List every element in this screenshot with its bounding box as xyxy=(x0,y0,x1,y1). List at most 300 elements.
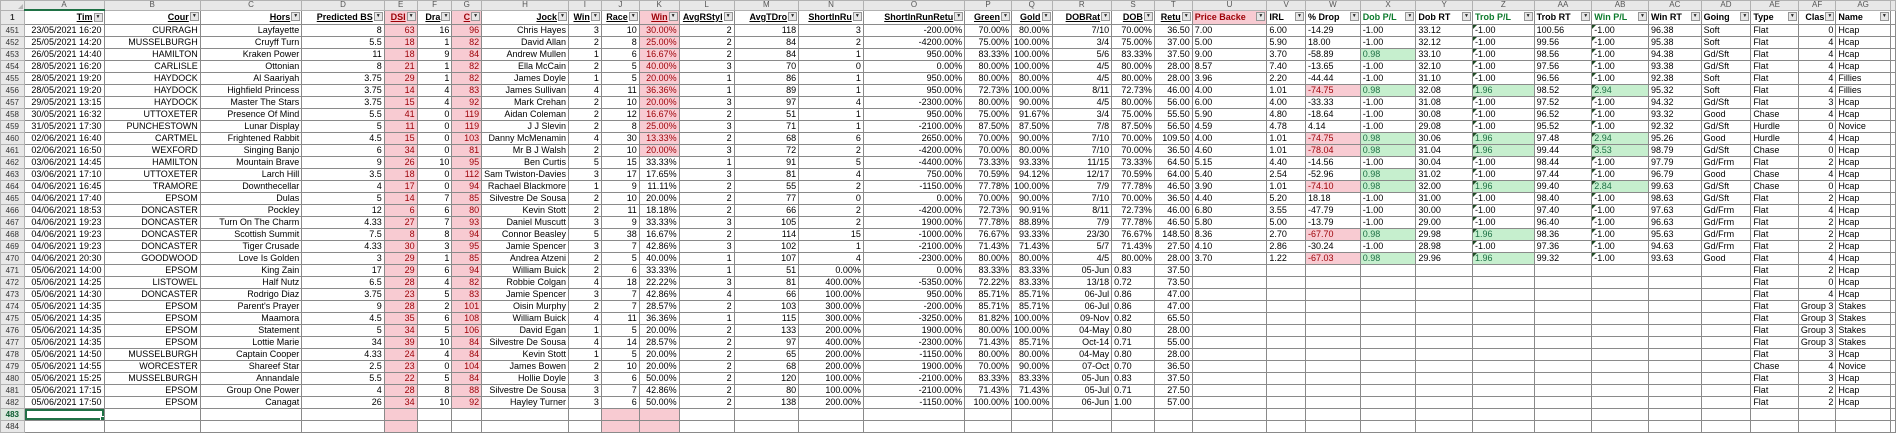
cell-AB484[interactable] xyxy=(1592,421,1649,433)
filter-button-M[interactable]: ▼ xyxy=(788,12,797,21)
cell-D463[interactable]: 3.5 xyxy=(302,169,385,181)
cell-P454[interactable]: 80.00% xyxy=(965,61,1012,73)
cell-U452[interactable]: 5.00 xyxy=(1192,37,1267,49)
cell-W459[interactable]: 4.14 xyxy=(1306,121,1361,133)
cell-X465[interactable]: -1.00 xyxy=(1360,193,1416,205)
cell-Z478[interactable] xyxy=(1473,349,1535,361)
cell-S454[interactable]: 80.00% xyxy=(1112,61,1155,73)
column-header-AC[interactable]: AC xyxy=(1648,1,1701,11)
cell-C466[interactable]: Pockley xyxy=(200,205,301,217)
cell-Z480[interactable] xyxy=(1473,373,1535,385)
cell-H473[interactable]: Jamie Spencer xyxy=(482,289,569,301)
cell-K455[interactable]: 20.00% xyxy=(639,73,679,85)
cell-F458[interactable]: 0 xyxy=(417,109,452,121)
cell-F471[interactable]: 6 xyxy=(417,265,452,277)
cell-P476[interactable]: 80.00% xyxy=(965,325,1012,337)
cell-AG483[interactable] xyxy=(1836,409,1890,421)
cell-Y457[interactable]: 31.08 xyxy=(1416,97,1473,109)
cell-S452[interactable]: 75.00% xyxy=(1112,37,1155,49)
cell-AB473[interactable] xyxy=(1592,289,1649,301)
cell-V483[interactable] xyxy=(1267,409,1306,421)
row-header-455[interactable]: 455 xyxy=(1,73,25,85)
cell-H455[interactable]: James Doyle xyxy=(482,73,569,85)
cell-D466[interactable]: 12 xyxy=(302,205,385,217)
cell-U470[interactable]: 3.70 xyxy=(1192,253,1267,265)
cell-AB462[interactable]: -1.00 xyxy=(1592,157,1649,169)
cell-AB479[interactable] xyxy=(1592,361,1649,373)
cell-Q455[interactable]: 80.00% xyxy=(1011,73,1052,85)
cell-AB474[interactable] xyxy=(1592,301,1649,313)
cell-T458[interactable]: 55.50 xyxy=(1154,109,1192,121)
cell-P469[interactable]: 71.43% xyxy=(965,241,1012,253)
cell-A464[interactable]: 04/06/2021 16:45 xyxy=(24,181,104,193)
cell-M474[interactable]: 103 xyxy=(734,301,799,313)
cell-G475[interactable]: 108 xyxy=(452,313,482,325)
cell-A460[interactable]: 02/06/2021 16:40 xyxy=(24,133,104,145)
cell-Q480[interactable]: 83.33% xyxy=(1011,373,1052,385)
cell-R474[interactable]: 06-Jul xyxy=(1052,301,1112,313)
cell-X477[interactable] xyxy=(1360,337,1416,349)
cell-U462[interactable]: 5.15 xyxy=(1192,157,1267,169)
cell-Q453[interactable]: 100.00% xyxy=(1011,49,1052,61)
cell-W455[interactable]: -44.44 xyxy=(1306,73,1361,85)
cell-AF456[interactable]: 4 xyxy=(1798,85,1836,97)
cell-O475[interactable]: -3250.00% xyxy=(863,313,964,325)
cell-E481[interactable]: 28 xyxy=(384,385,417,397)
cell-Q478[interactable]: 80.00% xyxy=(1011,349,1052,361)
select-all-corner[interactable] xyxy=(1,1,25,11)
cell-C478[interactable]: Captain Cooper xyxy=(200,349,301,361)
cell-M452[interactable]: 84 xyxy=(734,37,799,49)
cell-AA468[interactable]: 98.36 xyxy=(1534,229,1592,241)
cell-A461[interactable]: 02/06/2021 16:50 xyxy=(24,145,104,157)
cell-E479[interactable]: 23 xyxy=(384,361,417,373)
cell-W466[interactable]: -47.79 xyxy=(1306,205,1361,217)
cell-L479[interactable]: 2 xyxy=(679,361,734,373)
cell-O451[interactable]: -200.00% xyxy=(863,25,964,37)
cell-J463[interactable]: 17 xyxy=(601,169,639,181)
cell-AA481[interactable] xyxy=(1534,385,1592,397)
cell-V466[interactable]: 3.55 xyxy=(1267,205,1306,217)
cell-AF461[interactable]: 0 xyxy=(1798,145,1836,157)
cell-Y468[interactable]: 29.98 xyxy=(1416,229,1473,241)
column-header-Z[interactable]: Z xyxy=(1473,1,1535,11)
cell-AG451[interactable]: Hcap xyxy=(1836,25,1890,37)
cell-AE464[interactable]: Chase xyxy=(1751,181,1799,193)
cell-I463[interactable]: 3 xyxy=(568,169,601,181)
cell-X469[interactable]: -1.00 xyxy=(1360,241,1416,253)
cell-B461[interactable]: WEXFORD xyxy=(104,145,200,157)
cell-I481[interactable]: 3 xyxy=(568,385,601,397)
cell-AD483[interactable] xyxy=(1701,409,1751,421)
cell-Y463[interactable]: 31.02 xyxy=(1416,169,1473,181)
cell-D460[interactable]: 4.5 xyxy=(302,133,385,145)
cell-G451[interactable]: 96 xyxy=(452,25,482,37)
cell-D476[interactable]: 5 xyxy=(302,325,385,337)
cell-M454[interactable]: 70 xyxy=(734,61,799,73)
cell-X468[interactable]: 0.98 xyxy=(1360,229,1416,241)
cell-E465[interactable]: 14 xyxy=(384,193,417,205)
row-header-481[interactable]: 481 xyxy=(1,385,25,397)
cell-AB456[interactable]: 2.94 xyxy=(1592,85,1649,97)
cell-J464[interactable]: 9 xyxy=(601,181,639,193)
cell-Y460[interactable]: 30.06 xyxy=(1416,133,1473,145)
cell-AC482[interactable] xyxy=(1648,397,1701,409)
cell-L452[interactable]: 2 xyxy=(679,37,734,49)
cell-O456[interactable]: 950.00% xyxy=(863,85,964,97)
cell-H469[interactable]: Jamie Spencer xyxy=(482,241,569,253)
cell-Z459[interactable]: -1.00 xyxy=(1473,121,1535,133)
cell-AD468[interactable]: Gd/Frm xyxy=(1701,229,1751,241)
cell-B483[interactable] xyxy=(104,409,200,421)
cell-Y456[interactable]: 32.08 xyxy=(1416,85,1473,97)
cell-N455[interactable]: 1 xyxy=(799,73,864,85)
column-header-J[interactable]: J xyxy=(601,1,639,11)
cell-Q472[interactable]: 83.33% xyxy=(1011,277,1052,289)
cell-M471[interactable]: 51 xyxy=(734,265,799,277)
cell-AC452[interactable]: 95.38 xyxy=(1648,37,1701,49)
cell-P456[interactable]: 72.73% xyxy=(965,85,1012,97)
cell-T451[interactable]: 36.50 xyxy=(1154,25,1192,37)
cell-E455[interactable]: 29 xyxy=(384,73,417,85)
cell-P462[interactable]: 73.33% xyxy=(965,157,1012,169)
cell-U482[interactable] xyxy=(1192,397,1267,409)
cell-W478[interactable] xyxy=(1306,349,1361,361)
cell-W470[interactable]: -67.03 xyxy=(1306,253,1361,265)
cell-AC462[interactable]: 97.79 xyxy=(1648,157,1701,169)
cell-N474[interactable]: 300.00% xyxy=(799,301,864,313)
cell-C456[interactable]: Highfield Princess xyxy=(200,85,301,97)
cell-R484[interactable] xyxy=(1052,421,1112,433)
cell-E476[interactable]: 34 xyxy=(384,325,417,337)
cell-M465[interactable]: 77 xyxy=(734,193,799,205)
cell-AG482[interactable]: Hcap xyxy=(1836,397,1890,409)
cell-W482[interactable] xyxy=(1306,397,1361,409)
cell-D465[interactable]: 5 xyxy=(302,193,385,205)
cell-AE452[interactable]: Flat xyxy=(1751,37,1799,49)
cell-A474[interactable]: 05/06/2021 14:35 xyxy=(24,301,104,313)
cell-D480[interactable]: 5.5 xyxy=(302,373,385,385)
filter-button-U[interactable]: ▼ xyxy=(1256,12,1265,21)
cell-O484[interactable] xyxy=(863,421,964,433)
cell-R480[interactable]: 05-Jun xyxy=(1052,373,1112,385)
cell-N462[interactable]: 5 xyxy=(799,157,864,169)
column-header-A[interactable]: A xyxy=(24,1,104,11)
cell-Y474[interactable] xyxy=(1416,301,1473,313)
row-header-464[interactable]: 464 xyxy=(1,181,25,193)
row-header-460[interactable]: 460 xyxy=(1,133,25,145)
cell-O459[interactable]: -2100.00% xyxy=(863,121,964,133)
cell-AD482[interactable] xyxy=(1701,397,1751,409)
cell-C484[interactable] xyxy=(200,421,301,433)
cell-U483[interactable] xyxy=(1192,409,1267,421)
cell-A467[interactable]: 04/06/2021 19:23 xyxy=(24,217,104,229)
row-header-459[interactable]: 459 xyxy=(1,121,25,133)
cell-V480[interactable] xyxy=(1267,373,1306,385)
cell-L451[interactable]: 2 xyxy=(679,25,734,37)
cell-AA458[interactable]: 96.52 xyxy=(1534,109,1592,121)
cell-Z470[interactable]: 1.96 xyxy=(1473,253,1535,265)
cell-E452[interactable]: 18 xyxy=(384,37,417,49)
cell-AB454[interactable]: -1.00 xyxy=(1592,61,1649,73)
cell-L457[interactable]: 3 xyxy=(679,97,734,109)
cell-Z483[interactable] xyxy=(1473,409,1535,421)
cell-I482[interactable]: 3 xyxy=(568,397,601,409)
filter-button-J[interactable]: ▼ xyxy=(629,12,638,21)
cell-V459[interactable]: 4.78 xyxy=(1267,121,1306,133)
cell-Y471[interactable] xyxy=(1416,265,1473,277)
cell-AE453[interactable]: Flat xyxy=(1751,49,1799,61)
cell-AC467[interactable]: 96.63 xyxy=(1648,217,1701,229)
cell-M478[interactable]: 65 xyxy=(734,349,799,361)
filter-button-AD[interactable]: ▼ xyxy=(1740,12,1749,21)
cell-AD460[interactable]: Good xyxy=(1701,133,1751,145)
cell-N476[interactable]: 200.00% xyxy=(799,325,864,337)
cell-T463[interactable]: 64.00 xyxy=(1154,169,1192,181)
cell-D454[interactable]: 8 xyxy=(302,61,385,73)
cell-V481[interactable] xyxy=(1267,385,1306,397)
row-header-474[interactable]: 474 xyxy=(1,301,25,313)
cell-G474[interactable]: 101 xyxy=(452,301,482,313)
cell-G480[interactable]: 84 xyxy=(452,373,482,385)
cell-V462[interactable]: 4.40 xyxy=(1267,157,1306,169)
cell-U461[interactable]: 4.60 xyxy=(1192,145,1267,157)
cell-P453[interactable]: 83.33% xyxy=(965,49,1012,61)
cell-G455[interactable]: 82 xyxy=(452,73,482,85)
cell-AD480[interactable] xyxy=(1701,373,1751,385)
cell-H453[interactable]: Andrew Mullen xyxy=(482,49,569,61)
cell-R460[interactable]: 7/10 xyxy=(1052,133,1112,145)
cell-AF475[interactable]: Group 3 xyxy=(1798,313,1836,325)
cell-I475[interactable]: 4 xyxy=(568,313,601,325)
cell-L456[interactable]: 1 xyxy=(679,85,734,97)
cell-G469[interactable]: 95 xyxy=(452,241,482,253)
cell-Q471[interactable]: 83.33% xyxy=(1011,265,1052,277)
cell-AB470[interactable]: -1.00 xyxy=(1592,253,1649,265)
column-header-B[interactable]: B xyxy=(104,1,200,11)
cell-X478[interactable] xyxy=(1360,349,1416,361)
cell-T481[interactable]: 27.50 xyxy=(1154,385,1192,397)
cell-U479[interactable] xyxy=(1192,361,1267,373)
cell-K473[interactable]: 42.86% xyxy=(639,289,679,301)
row-header-461[interactable]: 461 xyxy=(1,145,25,157)
cell-Q470[interactable]: 80.00% xyxy=(1011,253,1052,265)
cell-O467[interactable]: 1900.00% xyxy=(863,217,964,229)
cell-I467[interactable]: 3 xyxy=(568,217,601,229)
cell-W469[interactable]: -30.24 xyxy=(1306,241,1361,253)
cell-M484[interactable] xyxy=(734,421,799,433)
cell-J467[interactable]: 9 xyxy=(601,217,639,229)
cell-AE467[interactable]: Flat xyxy=(1751,217,1799,229)
cell-Y461[interactable]: 31.04 xyxy=(1416,145,1473,157)
cell-N461[interactable]: 2 xyxy=(799,145,864,157)
cell-I457[interactable]: 2 xyxy=(568,97,601,109)
cell-I472[interactable]: 4 xyxy=(568,277,601,289)
cell-H451[interactable]: Chris Hayes xyxy=(482,25,569,37)
cell-E453[interactable]: 18 xyxy=(384,49,417,61)
cell-S470[interactable]: 80.00% xyxy=(1112,253,1155,265)
cell-C457[interactable]: Master The Stars xyxy=(200,97,301,109)
cell-X470[interactable]: 0.98 xyxy=(1360,253,1416,265)
cell-N452[interactable]: 2 xyxy=(799,37,864,49)
cell-R461[interactable]: 7/10 xyxy=(1052,145,1112,157)
cell-L474[interactable]: 2 xyxy=(679,301,734,313)
filter-button-K[interactable]: ▼ xyxy=(669,12,678,21)
cell-Z451[interactable]: -1.00 xyxy=(1473,25,1535,37)
cell-J482[interactable]: 6 xyxy=(601,397,639,409)
cell-AA471[interactable] xyxy=(1534,265,1592,277)
cell-P481[interactable]: 71.43% xyxy=(965,385,1012,397)
cell-P465[interactable]: 70.00% xyxy=(965,193,1012,205)
cell-B465[interactable]: EPSOM xyxy=(104,193,200,205)
cell-T453[interactable]: 37.50 xyxy=(1154,49,1192,61)
column-header-S[interactable]: S xyxy=(1112,1,1155,11)
column-header-D[interactable]: D xyxy=(302,1,385,11)
row-header-483[interactable]: 483 xyxy=(1,409,25,421)
filter-button-AG[interactable]: ▼ xyxy=(1880,12,1889,21)
cell-B454[interactable]: CARLISLE xyxy=(104,61,200,73)
cell-Z455[interactable]: -1.00 xyxy=(1473,73,1535,85)
cell-G470[interactable]: 85 xyxy=(452,253,482,265)
cell-T457[interactable]: 56.00 xyxy=(1154,97,1192,109)
cell-AA455[interactable]: 96.56 xyxy=(1534,73,1592,85)
row-header-484[interactable]: 484 xyxy=(1,421,25,433)
cell-P483[interactable] xyxy=(965,409,1012,421)
cell-Y472[interactable] xyxy=(1416,277,1473,289)
cell-Y469[interactable]: 28.98 xyxy=(1416,241,1473,253)
cell-AC455[interactable]: 92.38 xyxy=(1648,73,1701,85)
cell-U451[interactable]: 7.00 xyxy=(1192,25,1267,37)
cell-D467[interactable]: 4.33 xyxy=(302,217,385,229)
cell-E469[interactable]: 30 xyxy=(384,241,417,253)
cell-G460[interactable]: 103 xyxy=(452,133,482,145)
cell-AE457[interactable]: Flat xyxy=(1751,97,1799,109)
cell-R472[interactable]: 13/18 xyxy=(1052,277,1112,289)
cell-N457[interactable]: 4 xyxy=(799,97,864,109)
cell-X463[interactable]: 0.98 xyxy=(1360,169,1416,181)
cell-B469[interactable]: DONCASTER xyxy=(104,241,200,253)
cell-K479[interactable]: 20.00% xyxy=(639,361,679,373)
cell-H478[interactable]: Kevin Stott xyxy=(482,349,569,361)
cell-AD481[interactable] xyxy=(1701,385,1751,397)
cell-Z463[interactable]: -1.00 xyxy=(1473,169,1535,181)
cell-J478[interactable]: 5 xyxy=(601,349,639,361)
cell-E475[interactable]: 35 xyxy=(384,313,417,325)
cell-X479[interactable] xyxy=(1360,361,1416,373)
cell-C473[interactable]: Rodrigo Diaz xyxy=(200,289,301,301)
cell-S480[interactable]: 0.83 xyxy=(1112,373,1155,385)
cell-S466[interactable]: 72.73% xyxy=(1112,205,1155,217)
cell-L478[interactable]: 2 xyxy=(679,349,734,361)
cell-V458[interactable]: 4.80 xyxy=(1267,109,1306,121)
cell-T484[interactable] xyxy=(1154,421,1192,433)
column-header-I[interactable]: I xyxy=(568,1,601,11)
cell-AC466[interactable]: 97.63 xyxy=(1648,205,1701,217)
cell-H475[interactable]: William Buick xyxy=(482,313,569,325)
cell-G478[interactable]: 84 xyxy=(452,349,482,361)
cell-AA464[interactable]: 99.40 xyxy=(1534,181,1592,193)
cell-AE475[interactable]: Flat xyxy=(1751,313,1799,325)
cell-Q452[interactable]: 100.00% xyxy=(1011,37,1052,49)
cell-AG470[interactable]: Hcap xyxy=(1836,253,1890,265)
cell-F464[interactable]: 0 xyxy=(417,181,452,193)
cell-V464[interactable]: 1.01 xyxy=(1267,181,1306,193)
cell-M463[interactable]: 81 xyxy=(734,169,799,181)
column-header-AA[interactable]: AA xyxy=(1534,1,1592,11)
cell-Y475[interactable] xyxy=(1416,313,1473,325)
cell-G465[interactable]: 85 xyxy=(452,193,482,205)
cell-AA484[interactable] xyxy=(1534,421,1592,433)
cell-X462[interactable]: -1.00 xyxy=(1360,157,1416,169)
cell-AF460[interactable]: 4 xyxy=(1798,133,1836,145)
cell-AD477[interactable] xyxy=(1701,337,1751,349)
cell-M455[interactable]: 86 xyxy=(734,73,799,85)
cell-D472[interactable]: 6.5 xyxy=(302,277,385,289)
cell-AF471[interactable]: 2 xyxy=(1798,265,1836,277)
cell-H464[interactable]: Rachael Blackmore xyxy=(482,181,569,193)
cell-AG472[interactable]: Hcap xyxy=(1836,277,1890,289)
cell-L453[interactable]: 2 xyxy=(679,49,734,61)
cell-Y462[interactable]: 30.04 xyxy=(1416,157,1473,169)
cell-C471[interactable]: King Zain xyxy=(200,265,301,277)
cell-AA482[interactable] xyxy=(1534,397,1592,409)
cell-N475[interactable]: 300.00% xyxy=(799,313,864,325)
cell-AF484[interactable] xyxy=(1798,421,1836,433)
cell-U455[interactable]: 3.96 xyxy=(1192,73,1267,85)
cell-M483[interactable] xyxy=(734,409,799,421)
cell-AC473[interactable] xyxy=(1648,289,1701,301)
cell-W465[interactable]: 18.18 xyxy=(1306,193,1361,205)
cell-G476[interactable]: 106 xyxy=(452,325,482,337)
cell-D483[interactable] xyxy=(302,409,385,421)
cell-AC474[interactable] xyxy=(1648,301,1701,313)
cell-X481[interactable] xyxy=(1360,385,1416,397)
cell-L461[interactable]: 3 xyxy=(679,145,734,157)
cell-Y452[interactable]: 32.12 xyxy=(1416,37,1473,49)
cell-Z473[interactable] xyxy=(1473,289,1535,301)
cell-G471[interactable]: 94 xyxy=(452,265,482,277)
cell-Z456[interactable]: 1.96 xyxy=(1473,85,1535,97)
cell-C459[interactable]: Lunar Display xyxy=(200,121,301,133)
cell-AA452[interactable]: 99.56 xyxy=(1534,37,1592,49)
cell-AB468[interactable]: -1.00 xyxy=(1592,229,1649,241)
cell-Q451[interactable]: 80.00% xyxy=(1011,25,1052,37)
cell-P458[interactable]: 75.00% xyxy=(965,109,1012,121)
cell-AG471[interactable]: Hcap xyxy=(1836,265,1890,277)
cell-X454[interactable]: -1.00 xyxy=(1360,61,1416,73)
cell-T454[interactable]: 28.00 xyxy=(1154,61,1192,73)
cell-I451[interactable]: 3 xyxy=(568,25,601,37)
filter-button-I[interactable]: ▼ xyxy=(591,12,600,21)
cell-AF480[interactable]: 3 xyxy=(1798,373,1836,385)
cell-AA477[interactable] xyxy=(1534,337,1592,349)
cell-G477[interactable]: 84 xyxy=(452,337,482,349)
cell-L468[interactable]: 2 xyxy=(679,229,734,241)
cell-M470[interactable]: 107 xyxy=(734,253,799,265)
cell-W468[interactable]: -67.70 xyxy=(1306,229,1361,241)
cell-AE481[interactable]: Flat xyxy=(1751,385,1799,397)
cell-J458[interactable]: 12 xyxy=(601,109,639,121)
cell-B470[interactable]: GOODWOOD xyxy=(104,253,200,265)
cell-J471[interactable]: 6 xyxy=(601,265,639,277)
cell-V454[interactable]: 7.40 xyxy=(1267,61,1306,73)
cell-T483[interactable] xyxy=(1154,409,1192,421)
cell-AE463[interactable]: Chase xyxy=(1751,169,1799,181)
cell-AB466[interactable]: -1.00 xyxy=(1592,205,1649,217)
cell-O477[interactable]: -2300.00% xyxy=(863,337,964,349)
filter-button-V[interactable]: ▼ xyxy=(1295,12,1304,21)
cell-I477[interactable]: 4 xyxy=(568,337,601,349)
